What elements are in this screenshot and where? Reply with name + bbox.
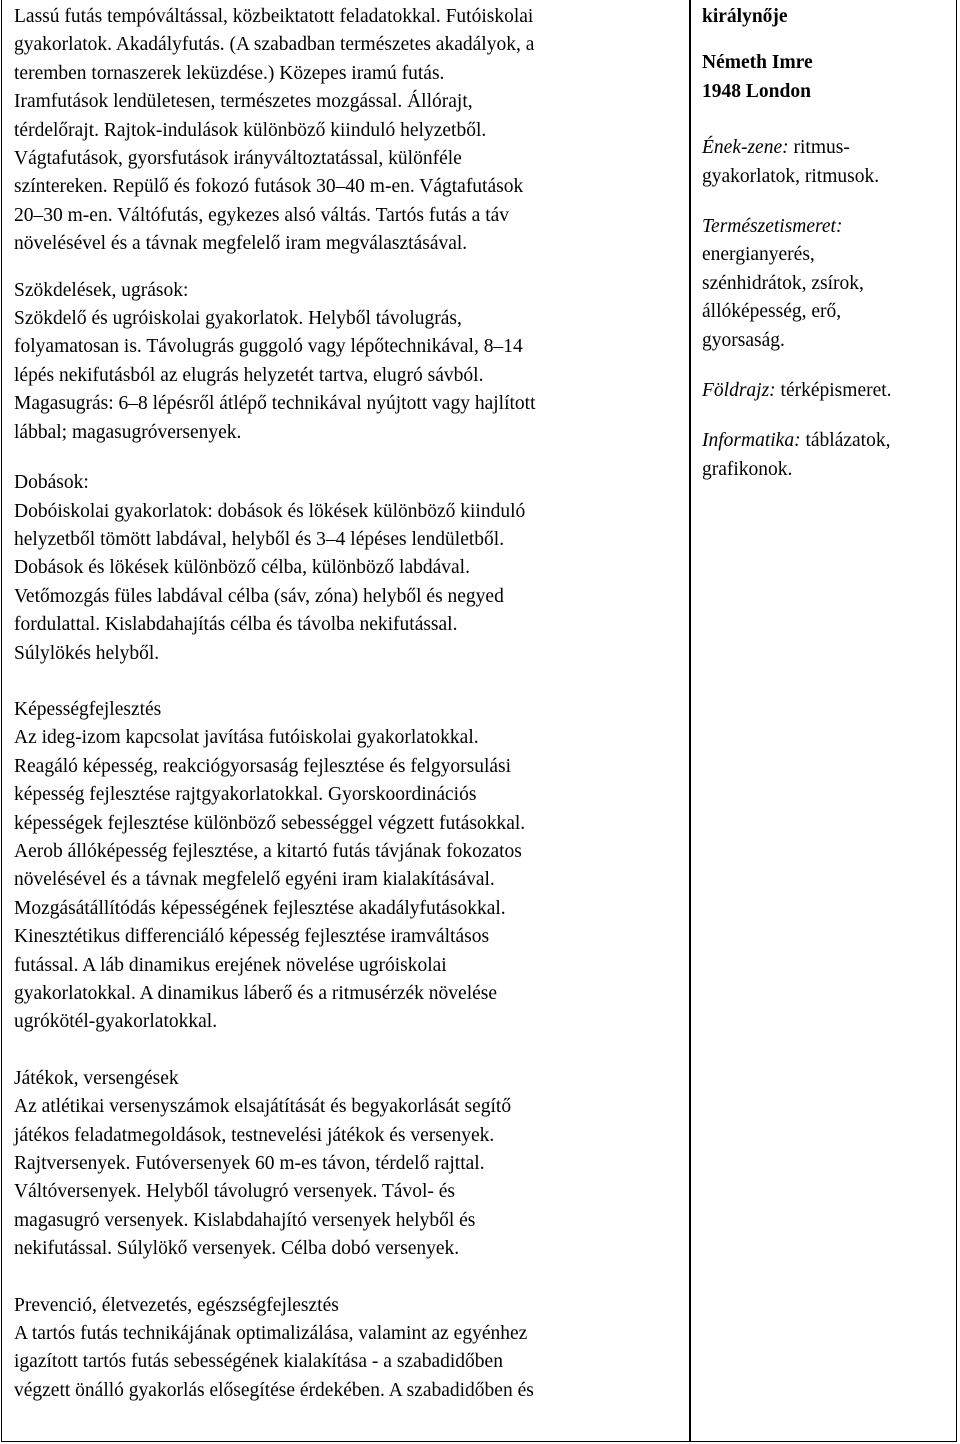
- text-line: Az atlétikai versenyszámok elsajátítását és begyakorlását segítő: [14, 1096, 512, 1118]
- informatics-connection: [702, 427, 952, 455]
- section-heading: Dobások:: [14, 472, 89, 494]
- text-line: lépés nekifutásból az elugrás helyzetét tartva, elugró sávból.: [14, 364, 484, 386]
- text-line: Lassú futás tempóváltással, közbeiktatott feladatokkal. Futóiskolai: [14, 6, 534, 27]
- music-text-continued: gyakorlatok, ritmusok.: [702, 165, 880, 187]
- science-line: szénhidrátok, zsírok,: [702, 272, 864, 294]
- text-line: játékos feladatmegoldások, testnevelési játékok és versenyek.: [14, 1124, 495, 1146]
- running-section: [14, 3, 686, 259]
- informatics-label: Informatika:: [702, 430, 801, 452]
- text-line: végzett önálló gyakorlás elősegítése érdekében. A szabadidőben és: [14, 1379, 534, 1401]
- content-column: [14, 3, 686, 1405]
- text-line: gyakorlatokkal. A dinamikus láberő és a ritmusérzék növelése: [14, 983, 498, 1004]
- text-line: Mozgásátállítódás képességének fejlesztése akadályfutásokkal.: [14, 897, 506, 919]
- olympics-event: 1948 London: [702, 80, 811, 102]
- text-line: Vetőmozgás füles labdával célba (sáv, zóna) helyből és negyed: [14, 585, 504, 607]
- science-line: állóképesség, erő,: [702, 301, 842, 323]
- jumps-section: [14, 277, 686, 447]
- geography-connection: [702, 377, 952, 405]
- text-line: Szökdelő és ugróiskolai gyakorlatok. Helyből távolugrás,: [14, 308, 462, 330]
- text-line: Magasugrás: 6–8 lépésről átlépő technikával nyújtott vagy hajlított: [14, 393, 536, 415]
- informatics-text: táblázatok,: [800, 430, 891, 452]
- text-line: ugrókötél-gyakorlatokkal.: [14, 1011, 218, 1033]
- text-line: folyamatosan is. Távolugrás guggoló vagy lépőtechnikával, 8–14: [14, 336, 523, 358]
- text-line: 20–30 m-en. Váltófutás, egykezes alsó váltás. Tartós futás a táv: [14, 204, 510, 226]
- section-heading: Játékok, versengések: [14, 1067, 179, 1089]
- text-line: Az ideg-izom kapcsolat javítása futóiskolai gyakorlatokkal.: [14, 727, 479, 749]
- text-line: képesség fejlesztése rajtgyakorlatokkal. Gyorskoordinációs: [14, 784, 477, 806]
- text-line: színtereken. Repülő és fokozó futások 30–40 m-en. Vágtafutások: [14, 176, 524, 198]
- geography-label: Földrajz:: [702, 380, 776, 402]
- section-heading: Képességfejlesztés: [14, 698, 162, 720]
- text-line: növelésével és a távnak megfelelő iram megválasztásával.: [14, 233, 468, 255]
- music-connection: [702, 134, 952, 162]
- text-line: Súlylökés helyből.: [14, 642, 160, 664]
- text-line: térdelőrajt. Rajtok-indulások különböző kiinduló helyzetből.: [14, 119, 487, 141]
- science-line: gyorsaság.: [702, 329, 785, 351]
- text-line: Reagáló képesség, reakciógyorsaság fejlesztése és felgyorsulási: [14, 755, 512, 777]
- text-line: igazított tartós futás sebességének kialakítása - a szabadidőben: [14, 1351, 503, 1373]
- text-line: helyzetből tömött labdával, helyből és 3–4 lépéses lendületből.: [14, 528, 505, 550]
- text-line: Aerob állóképesség fejlesztése, a kitartó futás távjának fokozatos: [14, 840, 522, 862]
- queen-label: királynője: [702, 6, 788, 27]
- text-line: gyakorlatok. Akadályfutás. (A szabadban természetes akadályok, a: [14, 34, 535, 56]
- text-line: fordulattal. Kislabdahajítás célba és távolba nekifutással.: [14, 614, 458, 636]
- skills-section: [14, 696, 686, 1037]
- text-line: A tartós futás technikájának optimalizálása, valamint az egyénhez: [14, 1323, 528, 1345]
- science-line: energianyerés,: [702, 244, 815, 266]
- text-line: teremben tornaszerek leküzdése.) Közepes iramú futás.: [14, 62, 445, 84]
- music-label: Ének-zene:: [702, 137, 789, 159]
- text-line: Kinesztétikus differenciáló képesség fejlesztése iramváltásos: [14, 926, 490, 948]
- text-line: nekifutással. Súlylökő versenyek. Célba dobó versenyek.: [14, 1238, 460, 1260]
- geography-text: térképismeret.: [775, 380, 892, 402]
- throws-section: [14, 469, 686, 668]
- text-line: Vágtafutások, gyorsfutások irányváltoztatással, különféle: [14, 148, 462, 170]
- text-line: Iramfutások lendületesen, természetes mozgással. Állórajt,: [14, 91, 473, 113]
- text-line: Rajtversenyek. Futóversenyek 60 m-es távon, térdelő rajttal.: [14, 1153, 485, 1175]
- text-line: képességek fejlesztése különböző sebességgel végzett futásokkal.: [14, 812, 526, 834]
- athlete-name: Németh Imre: [702, 52, 813, 74]
- science-label: Természetismeret:: [702, 216, 843, 238]
- text-line: magasugró versenyek. Kislabdahajító versenyek helyből és: [14, 1209, 476, 1231]
- section-heading: Szökdelések, ugrások:: [14, 279, 189, 301]
- text-line: Dobások és lökések különböző célba, különböző labdával.: [14, 557, 470, 579]
- connections-column: [702, 3, 952, 484]
- informatics-text-continued: grafikonok.: [702, 458, 793, 480]
- section-heading: Prevenció, életvezetés, egészségfejlesztés: [14, 1294, 339, 1316]
- text-line: futással. A láb dinamikus erejének növelése ugróiskolai: [14, 954, 447, 976]
- text-line: Dobóiskolai gyakorlatok: dobások és lökések különböző kiinduló: [14, 500, 526, 522]
- music-text: ritmus-: [788, 137, 850, 159]
- column-divider: [689, 0, 691, 1442]
- text-line: növelésével és a távnak megfelelő egyéni iram kialakításával.: [14, 869, 495, 891]
- prevention-section: [14, 1292, 686, 1406]
- text-line: Váltóversenyek. Helyből távolugró versenyek. Távol- és: [14, 1181, 455, 1203]
- games-section: [14, 1065, 686, 1264]
- text-line: lábbal; magasugróversenyek.: [14, 421, 242, 443]
